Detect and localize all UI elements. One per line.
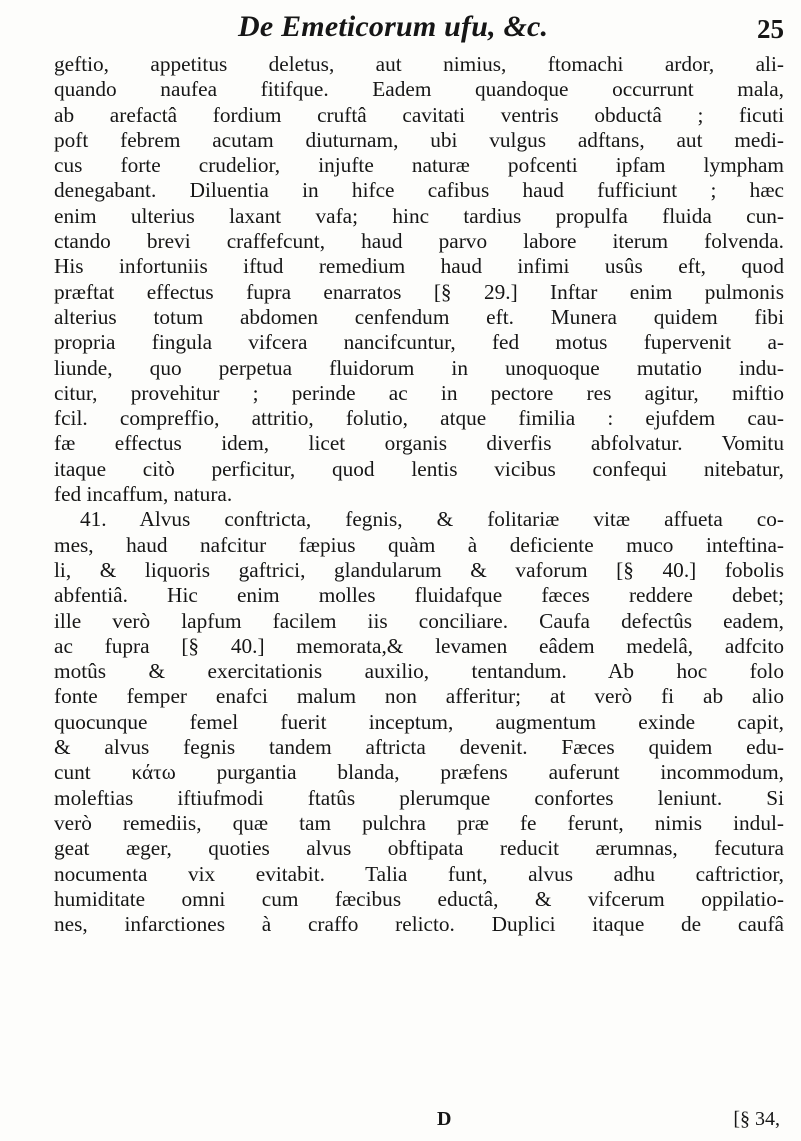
text-line: moleftias iftiufmodi ftatûs plerumque confortes leniunt. Si xyxy=(54,785,784,810)
text-line: verò remediis, quæ tam pulchra præ fe ferunt, nimis indul- xyxy=(54,810,784,835)
text-line: enim ulterius laxant vafa; hinc tardius propulfa fluida cun- xyxy=(54,203,784,228)
text-line: motûs & exercitationis auxilio, tentandum. Ab hoc folo xyxy=(54,659,784,684)
text-line: ac fupra [§ 40.] memorata,& levamen eâdem medelâ, adfcito xyxy=(54,633,784,658)
text-line: abfentiâ. Hic enim molles fluidafque fæces reddere debet; xyxy=(54,583,784,608)
text-line: fed incaffum, natura. xyxy=(54,482,233,507)
text-line: præftat effectus fupra enarratos [§ 29.] Inftar enim pulmonis xyxy=(54,279,784,304)
section-start-line: 41. Alvus conftricta, fegnis, & folitariæ vitæ affueta co- xyxy=(80,507,784,532)
text-line: cus forte crudelior, injufte naturæ pofcenti ipfam lympham xyxy=(54,153,784,178)
running-title: De Emeticorum ufu, &c. xyxy=(238,10,549,43)
text-line: propria fingula vifcera nancifcuntur, fed motus fupervenit a- xyxy=(54,330,784,355)
text-line: cunt κάτω purgantia blanda, præfens auferunt incommodum, xyxy=(54,760,784,785)
text-line: nes, infarctiones à craffo relicto. Duplici itaque de caufâ xyxy=(54,912,784,937)
page-footer xyxy=(54,1108,784,1136)
text-line: geftio, appetitus deletus, aut nimius, ftomachi ardor, ali- xyxy=(54,52,784,76)
text-line: itaque citò perficitur, quod lentis vicibus confequi nitebatur, xyxy=(54,456,784,481)
text-line: fcil. compreffio, attritio, folutio, atque fimilia : ejufdem cau- xyxy=(54,406,784,431)
text-line: citur, provehitur ; perinde ac in pectore res agitur, miftio xyxy=(54,380,784,405)
text-line: li, & liquoris gaftrici, glandularum & vaforum [§ 40.] fobolis xyxy=(54,557,784,582)
text-line: & alvus fegnis tandem aftricta devenit. Fæces quidem edu- xyxy=(54,735,784,760)
text-line: humiditate omni cum fæcibus eductâ, & vifcerum oppilatio- xyxy=(54,886,784,911)
text-line: quocunque femel fuerit inceptum, augmentum exinde capit, xyxy=(54,709,784,734)
text-line: ille verò lapfum facilem iis conciliare. Caufa defectûs eadem, xyxy=(54,608,784,633)
text-line: geat æger, quoties alvus obftipata reducit ærumnas, fecutura xyxy=(54,836,784,861)
text-line: poft febrem acutam diuturnam, ubi vulgus adftans, aut medi- xyxy=(54,127,784,152)
catchword: [§ 34, xyxy=(733,1108,780,1130)
text-line: fonte femper enafci malum non afferitur; at verò fi ab alio xyxy=(54,684,784,709)
text-line: nocumenta vix evitabit. Talia funt, alvus adhu caftrictior, xyxy=(54,861,784,886)
text-line: ab arefactâ fordium cruftâ cavitati ventris obductâ ; ficuti xyxy=(54,102,784,127)
text-line: quando naufea fitifque. Eadem quandoque occurrunt mala, xyxy=(54,77,784,102)
text-line: alterius totum abdomen cenfendum eft. Munera quidem fibi xyxy=(54,304,784,329)
text-line: fæ effectus idem, licet organis diverfis abfolvatur. Vomitu xyxy=(54,431,784,456)
text-line: His infortuniis iftud remedium haud infimi usûs eft, quod xyxy=(54,254,784,279)
running-head xyxy=(54,10,784,54)
text-line: mes, haud nafcitur fæpius quàm à deficiente muco inteftina- xyxy=(54,532,784,557)
body-text xyxy=(54,52,784,937)
text-line: denegabant. Diluentia in hifce cafibus haud fufficiunt ; hæc xyxy=(54,178,784,203)
text-line: liunde, quo perpetua fluidorum in unoquoque mutatio indu- xyxy=(54,355,784,380)
signature-mark: D xyxy=(437,1108,452,1130)
page-number: 25 xyxy=(757,14,784,44)
text-line: ctando brevi craffefcunt, haud parvo labore iterum folvenda. xyxy=(54,229,784,254)
